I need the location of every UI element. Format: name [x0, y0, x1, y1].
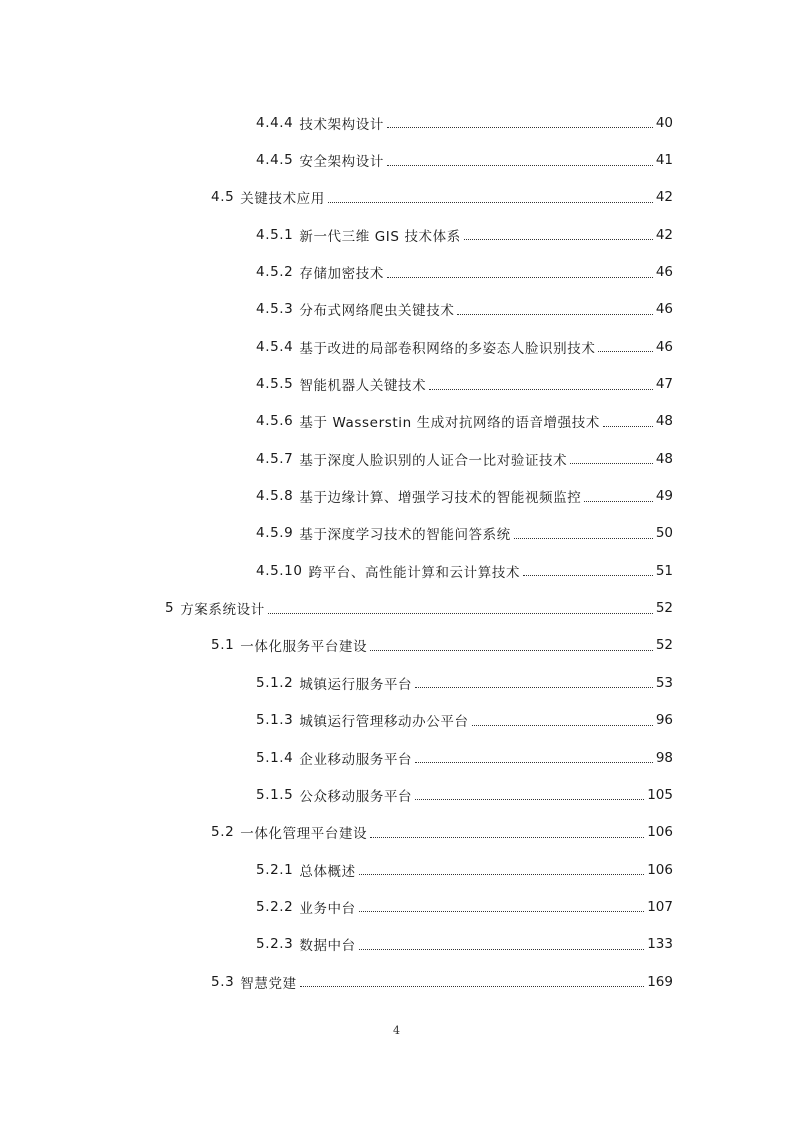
dot-leader	[464, 239, 653, 240]
toc-entry-title: 基于 Wasserstin 生成对抗网络的语音增强技术	[299, 415, 600, 432]
toc-entry-number: 4.5.8	[256, 488, 294, 505]
toc-entry-page: 40	[655, 114, 673, 131]
toc-entry-title: 技术架构设计	[299, 116, 384, 133]
toc-entry[interactable]	[0, 104, 793, 141]
toc-entry[interactable]	[0, 253, 793, 290]
toc-entry-title: 城镇运行服务平台	[299, 676, 413, 693]
toc-entry[interactable]	[0, 926, 793, 963]
toc-entry-page: 105	[647, 786, 673, 803]
toc-entry-title: 基于边缘计算、增强学习技术的智能视频监控	[299, 490, 582, 507]
toc-entry-title: 企业移动服务平台	[299, 751, 413, 768]
toc-entry-page: 49	[655, 488, 673, 505]
toc-entry[interactable]	[0, 963, 793, 1000]
dot-leader	[472, 725, 653, 726]
toc-entry-page: 50	[655, 525, 673, 542]
toc-entry[interactable]	[0, 328, 793, 365]
toc-entry-title: 业务中台	[299, 900, 356, 917]
toc-entry-page: 53	[655, 674, 673, 691]
toc-entry-page: 41	[655, 152, 673, 169]
dot-leader	[387, 165, 653, 166]
toc-entry-title: 城镇运行管理移动办公平台	[299, 714, 469, 731]
dot-leader	[523, 575, 653, 576]
toc-entry-title: 关键技术应用	[240, 191, 325, 208]
toc-entry[interactable]	[0, 702, 793, 739]
toc-entry-title: 安全架构设计	[299, 154, 384, 171]
toc-entry-page: 46	[655, 338, 673, 355]
toc-entry-number: 4.5.2	[256, 264, 294, 281]
toc-entry-title: 基于改进的局部卷积网络的多姿态人脸识别技术	[299, 340, 596, 357]
toc-entry[interactable]	[0, 776, 793, 813]
toc-entry-page: 133	[647, 936, 673, 953]
toc-entry-page: 46	[655, 301, 673, 318]
dot-leader	[415, 799, 644, 800]
dot-leader	[370, 837, 644, 838]
toc-entry-page: 48	[655, 413, 673, 430]
toc-entry-number: 5.2	[211, 824, 235, 841]
toc-entry-number: 5	[165, 600, 175, 617]
toc-entry-title: 分布式网络爬虫关键技术	[299, 303, 455, 320]
page-number: 4	[393, 1024, 400, 1037]
toc-entry-page: 107	[647, 898, 673, 915]
table-of-contents	[0, 104, 793, 1000]
toc-entry-number: 4.5.9	[256, 525, 294, 542]
toc-entry[interactable]	[0, 664, 793, 701]
toc-entry-page: 42	[655, 226, 673, 243]
toc-entry-number: 4.5.6	[256, 413, 294, 430]
toc-entry-title: 基于深度人脸识别的人证合一比对验证技术	[299, 452, 568, 469]
toc-entry-title: 存储加密技术	[299, 266, 384, 283]
toc-entry-title: 新一代三维 GIS 技术体系	[299, 228, 461, 245]
toc-entry-page: 98	[655, 749, 673, 766]
toc-entry-page: 169	[647, 973, 673, 990]
toc-entry[interactable]	[0, 552, 793, 589]
toc-entry-number: 5.1	[211, 637, 235, 654]
toc-entry-title: 智慧党建	[240, 975, 297, 992]
toc-entry-page: 42	[655, 189, 673, 206]
toc-entry-page: 47	[655, 376, 673, 393]
toc-entry-page: 52	[655, 600, 673, 617]
toc-entry-page: 106	[647, 861, 673, 878]
toc-entry[interactable]	[0, 440, 793, 477]
toc-entry-title: 一体化管理平台建设	[240, 826, 368, 843]
toc-entry-page: 51	[655, 562, 673, 579]
dot-leader	[359, 874, 644, 875]
toc-entry-title: 总体概述	[299, 863, 356, 880]
toc-entry-number: 4.5.3	[256, 301, 294, 318]
dot-leader	[429, 389, 653, 390]
toc-entry[interactable]	[0, 627, 793, 664]
toc-entry-title: 一体化服务平台建设	[240, 639, 368, 656]
toc-entry-title: 基于深度学习技术的智能问答系统	[299, 527, 511, 544]
toc-entry-number: 4.5.4	[256, 338, 294, 355]
toc-entry[interactable]	[0, 141, 793, 178]
toc-entry[interactable]	[0, 365, 793, 402]
dot-leader	[570, 463, 653, 464]
toc-entry-number: 5.1.4	[256, 749, 294, 766]
toc-entry-number: 4.5	[211, 189, 235, 206]
dot-leader	[584, 501, 652, 502]
toc-entry-number: 4.5.10	[256, 562, 303, 579]
toc-entry-number: 4.5.5	[256, 376, 294, 393]
toc-entry-number: 5.1.3	[256, 712, 294, 729]
toc-entry[interactable]	[0, 403, 793, 440]
toc-entry-page: 106	[647, 824, 673, 841]
dot-leader	[603, 426, 653, 427]
toc-entry-page: 48	[655, 450, 673, 467]
toc-entry-page: 46	[655, 264, 673, 281]
toc-entry-page: 96	[655, 712, 673, 729]
toc-entry[interactable]	[0, 888, 793, 925]
toc-entry[interactable]	[0, 851, 793, 888]
toc-entry[interactable]	[0, 814, 793, 851]
toc-entry[interactable]	[0, 477, 793, 514]
dot-leader	[387, 277, 653, 278]
toc-entry-number: 5.2.3	[256, 936, 294, 953]
toc-entry-number: 5.3	[211, 973, 235, 990]
toc-entry-title: 数据中台	[299, 938, 356, 955]
dot-leader	[415, 687, 653, 688]
toc-entry-number: 5.2.2	[256, 898, 294, 915]
dot-leader	[359, 911, 644, 912]
toc-entry[interactable]	[0, 216, 793, 253]
toc-entry-number: 5.1.2	[256, 674, 294, 691]
dot-leader	[370, 650, 653, 651]
dot-leader	[457, 314, 652, 315]
toc-entry-title: 方案系统设计	[180, 602, 265, 619]
toc-entry-number: 4.4.5	[256, 152, 294, 169]
dot-leader	[359, 949, 644, 950]
toc-entry[interactable]	[0, 515, 793, 552]
dot-leader	[514, 538, 653, 539]
toc-entry-title: 公众移动服务平台	[299, 788, 413, 805]
toc-entry[interactable]	[0, 739, 793, 776]
toc-entry[interactable]	[0, 291, 793, 328]
dot-leader	[415, 762, 653, 763]
toc-entry-title: 智能机器人关键技术	[299, 378, 427, 395]
dot-leader	[387, 127, 653, 128]
toc-entry[interactable]	[0, 589, 793, 626]
dot-leader	[328, 202, 653, 203]
dot-leader	[598, 351, 652, 352]
dot-leader	[300, 986, 645, 987]
toc-entry-title: 跨平台、高性能计算和云计算技术	[308, 564, 521, 581]
dot-leader	[268, 613, 653, 614]
toc-entry-number: 4.5.7	[256, 450, 294, 467]
toc-entry-number: 5.2.1	[256, 861, 294, 878]
toc-entry-number: 4.5.1	[256, 226, 294, 243]
toc-entry-page: 52	[655, 637, 673, 654]
toc-entry[interactable]	[0, 179, 793, 216]
toc-entry-number: 5.1.5	[256, 786, 294, 803]
toc-entry-number: 4.4.4	[256, 114, 294, 131]
